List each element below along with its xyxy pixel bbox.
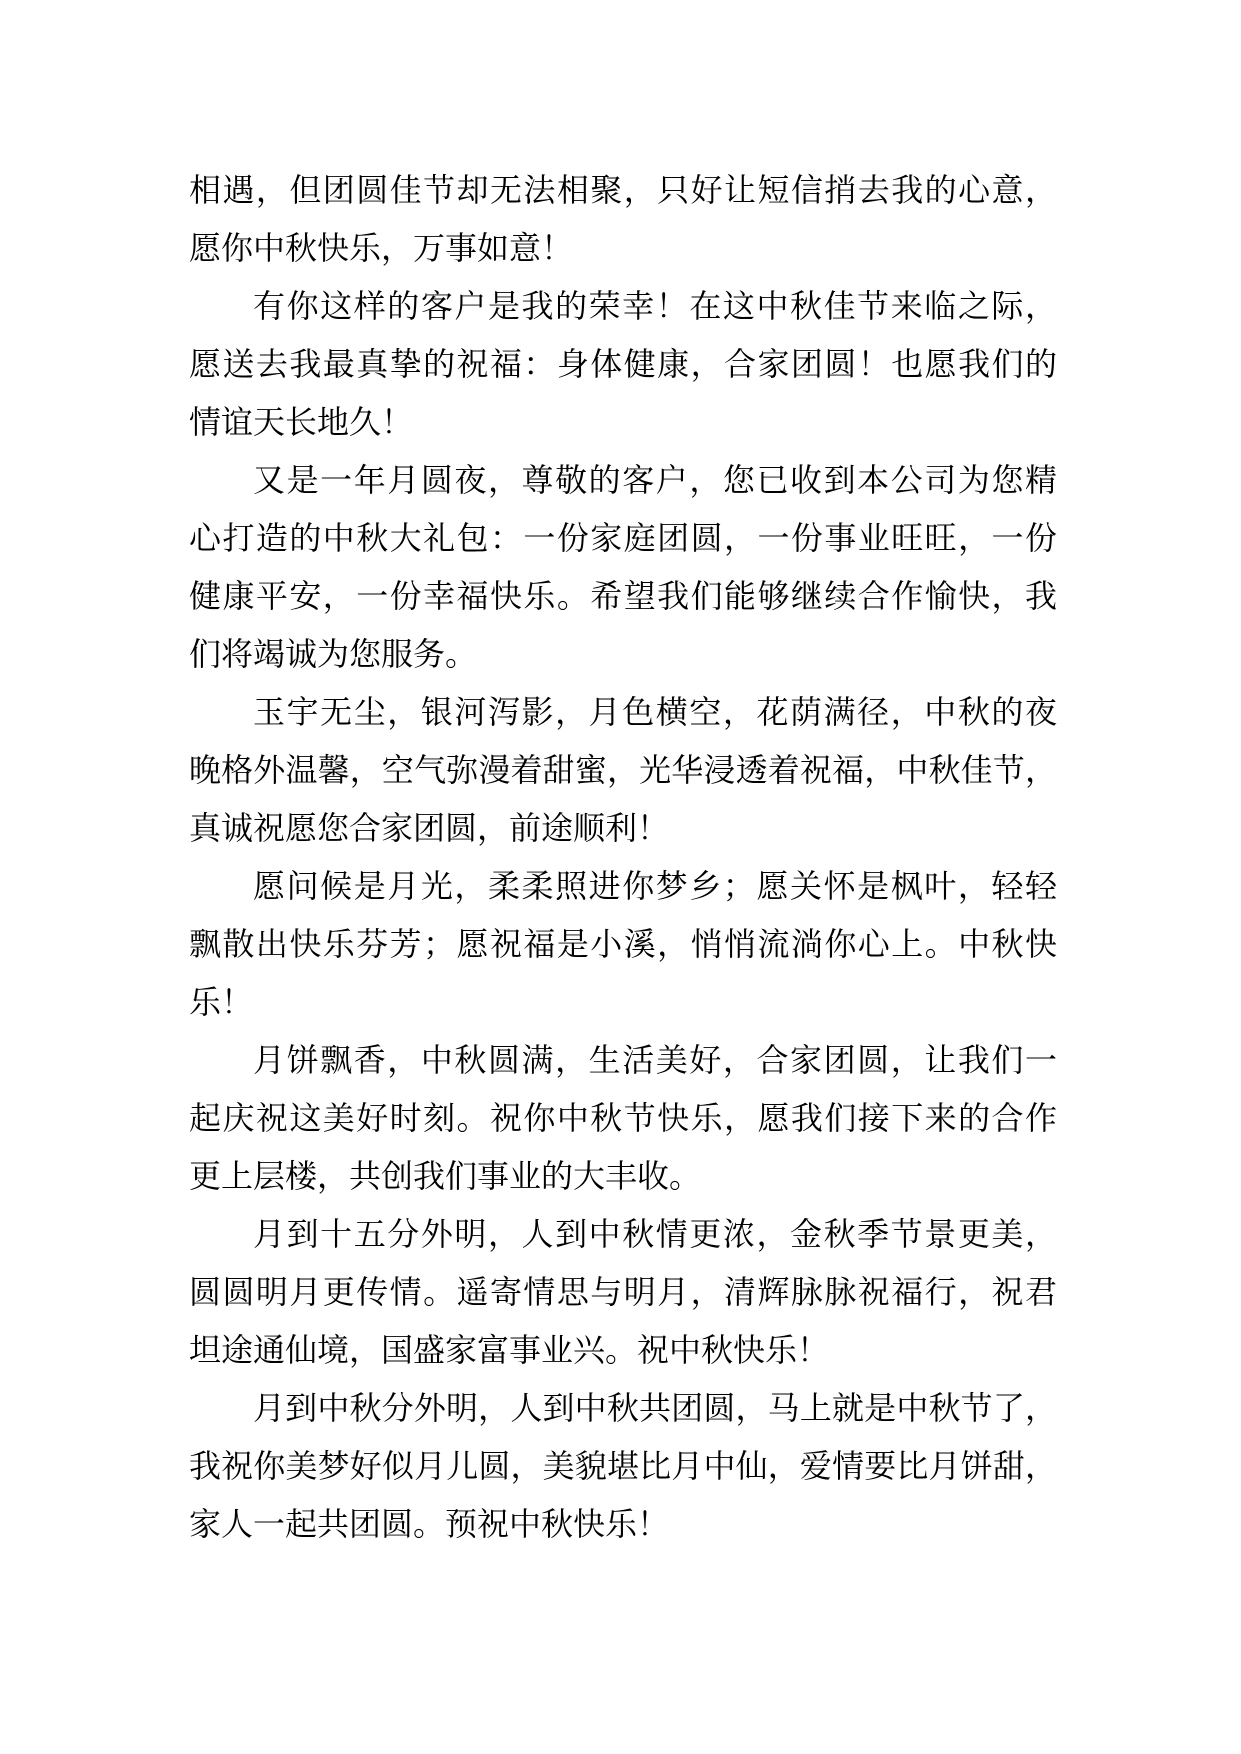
paragraph — [189, 1031, 1057, 1205]
text-line: 晚格外温馨，空气弥漫着甜蜜，光华浸透着祝福，中秋佳节， — [189, 751, 1057, 789]
text-line: 有你这样的客户是我的荣幸！在这中秋佳节来临之际， — [253, 287, 1057, 325]
text-line: 们将竭诚为您服务。 — [189, 635, 478, 673]
text-line: 月到中秋分外明，人到中秋共团圆，马上就是中秋节了， — [253, 1389, 1057, 1427]
text-line: 月到十五分外明，人到中秋情更浓，金秋季节景更美， — [253, 1215, 1057, 1253]
text-line: 起庆祝这美好时刻。祝你中秋节快乐，愿我们接下来的合作 — [189, 1099, 1057, 1137]
text-line: 我祝你美梦好似月儿圆，美貌堪比月中仙，爱情要比月饼甜， — [189, 1447, 1057, 1485]
text-line: 家人一起共团圆。预祝中秋快乐！ — [189, 1505, 670, 1543]
text-line: 飘散出快乐芬芳；愿祝福是小溪，悄悄流淌你心上。中秋快 — [189, 925, 1057, 963]
text-line: 健康平安，一份幸福快乐。希望我们能够继续合作愉快，我 — [189, 577, 1057, 615]
text-line: 月饼飘香，中秋圆满，生活美好，合家团圆，让我们一 — [253, 1041, 1057, 1079]
document-body — [189, 161, 1057, 1553]
text-line: 情谊天长地久！ — [189, 403, 414, 441]
text-line: 又是一年月圆夜，尊敬的客户，您已收到本公司为您精 — [253, 461, 1057, 499]
paragraph — [189, 683, 1057, 857]
text-line: 心打造的中秋大礼包：一份家庭团圆，一份事业旺旺，一份 — [189, 519, 1057, 557]
paragraph — [189, 1205, 1057, 1379]
text-line: 玉宇无尘，银河泻影，月色横空，花荫满径，中秋的夜 — [253, 693, 1057, 731]
text-line: 相遇，但团圆佳节却无法相聚，只好让短信捎去我的心意， — [189, 171, 1057, 209]
text-line: 愿你中秋快乐，万事如意！ — [189, 229, 574, 267]
text-line: 愿问候是月光，柔柔照进你梦乡；愿关怀是枫叶，轻轻 — [253, 867, 1057, 905]
paragraph — [189, 1379, 1057, 1553]
text-line: 愿送去我最真挚的祝福：身体健康，合家团圆！也愿我们的 — [189, 345, 1057, 383]
paragraph — [189, 277, 1057, 451]
paragraph — [189, 451, 1057, 683]
text-line: 乐！ — [189, 983, 254, 1021]
text-line: 圆圆明月更传情。遥寄情思与明月，清辉脉脉祝福行，祝君 — [189, 1273, 1057, 1311]
text-line: 坦途通仙境，国盛家富事业兴。祝中秋快乐！ — [189, 1331, 830, 1369]
text-line: 更上层楼，共创我们事业的大丰收。 — [189, 1157, 702, 1195]
text-line: 真诚祝愿您合家团圆，前途顺利！ — [189, 809, 670, 847]
paragraph — [189, 857, 1057, 1031]
paragraph — [189, 161, 1057, 277]
